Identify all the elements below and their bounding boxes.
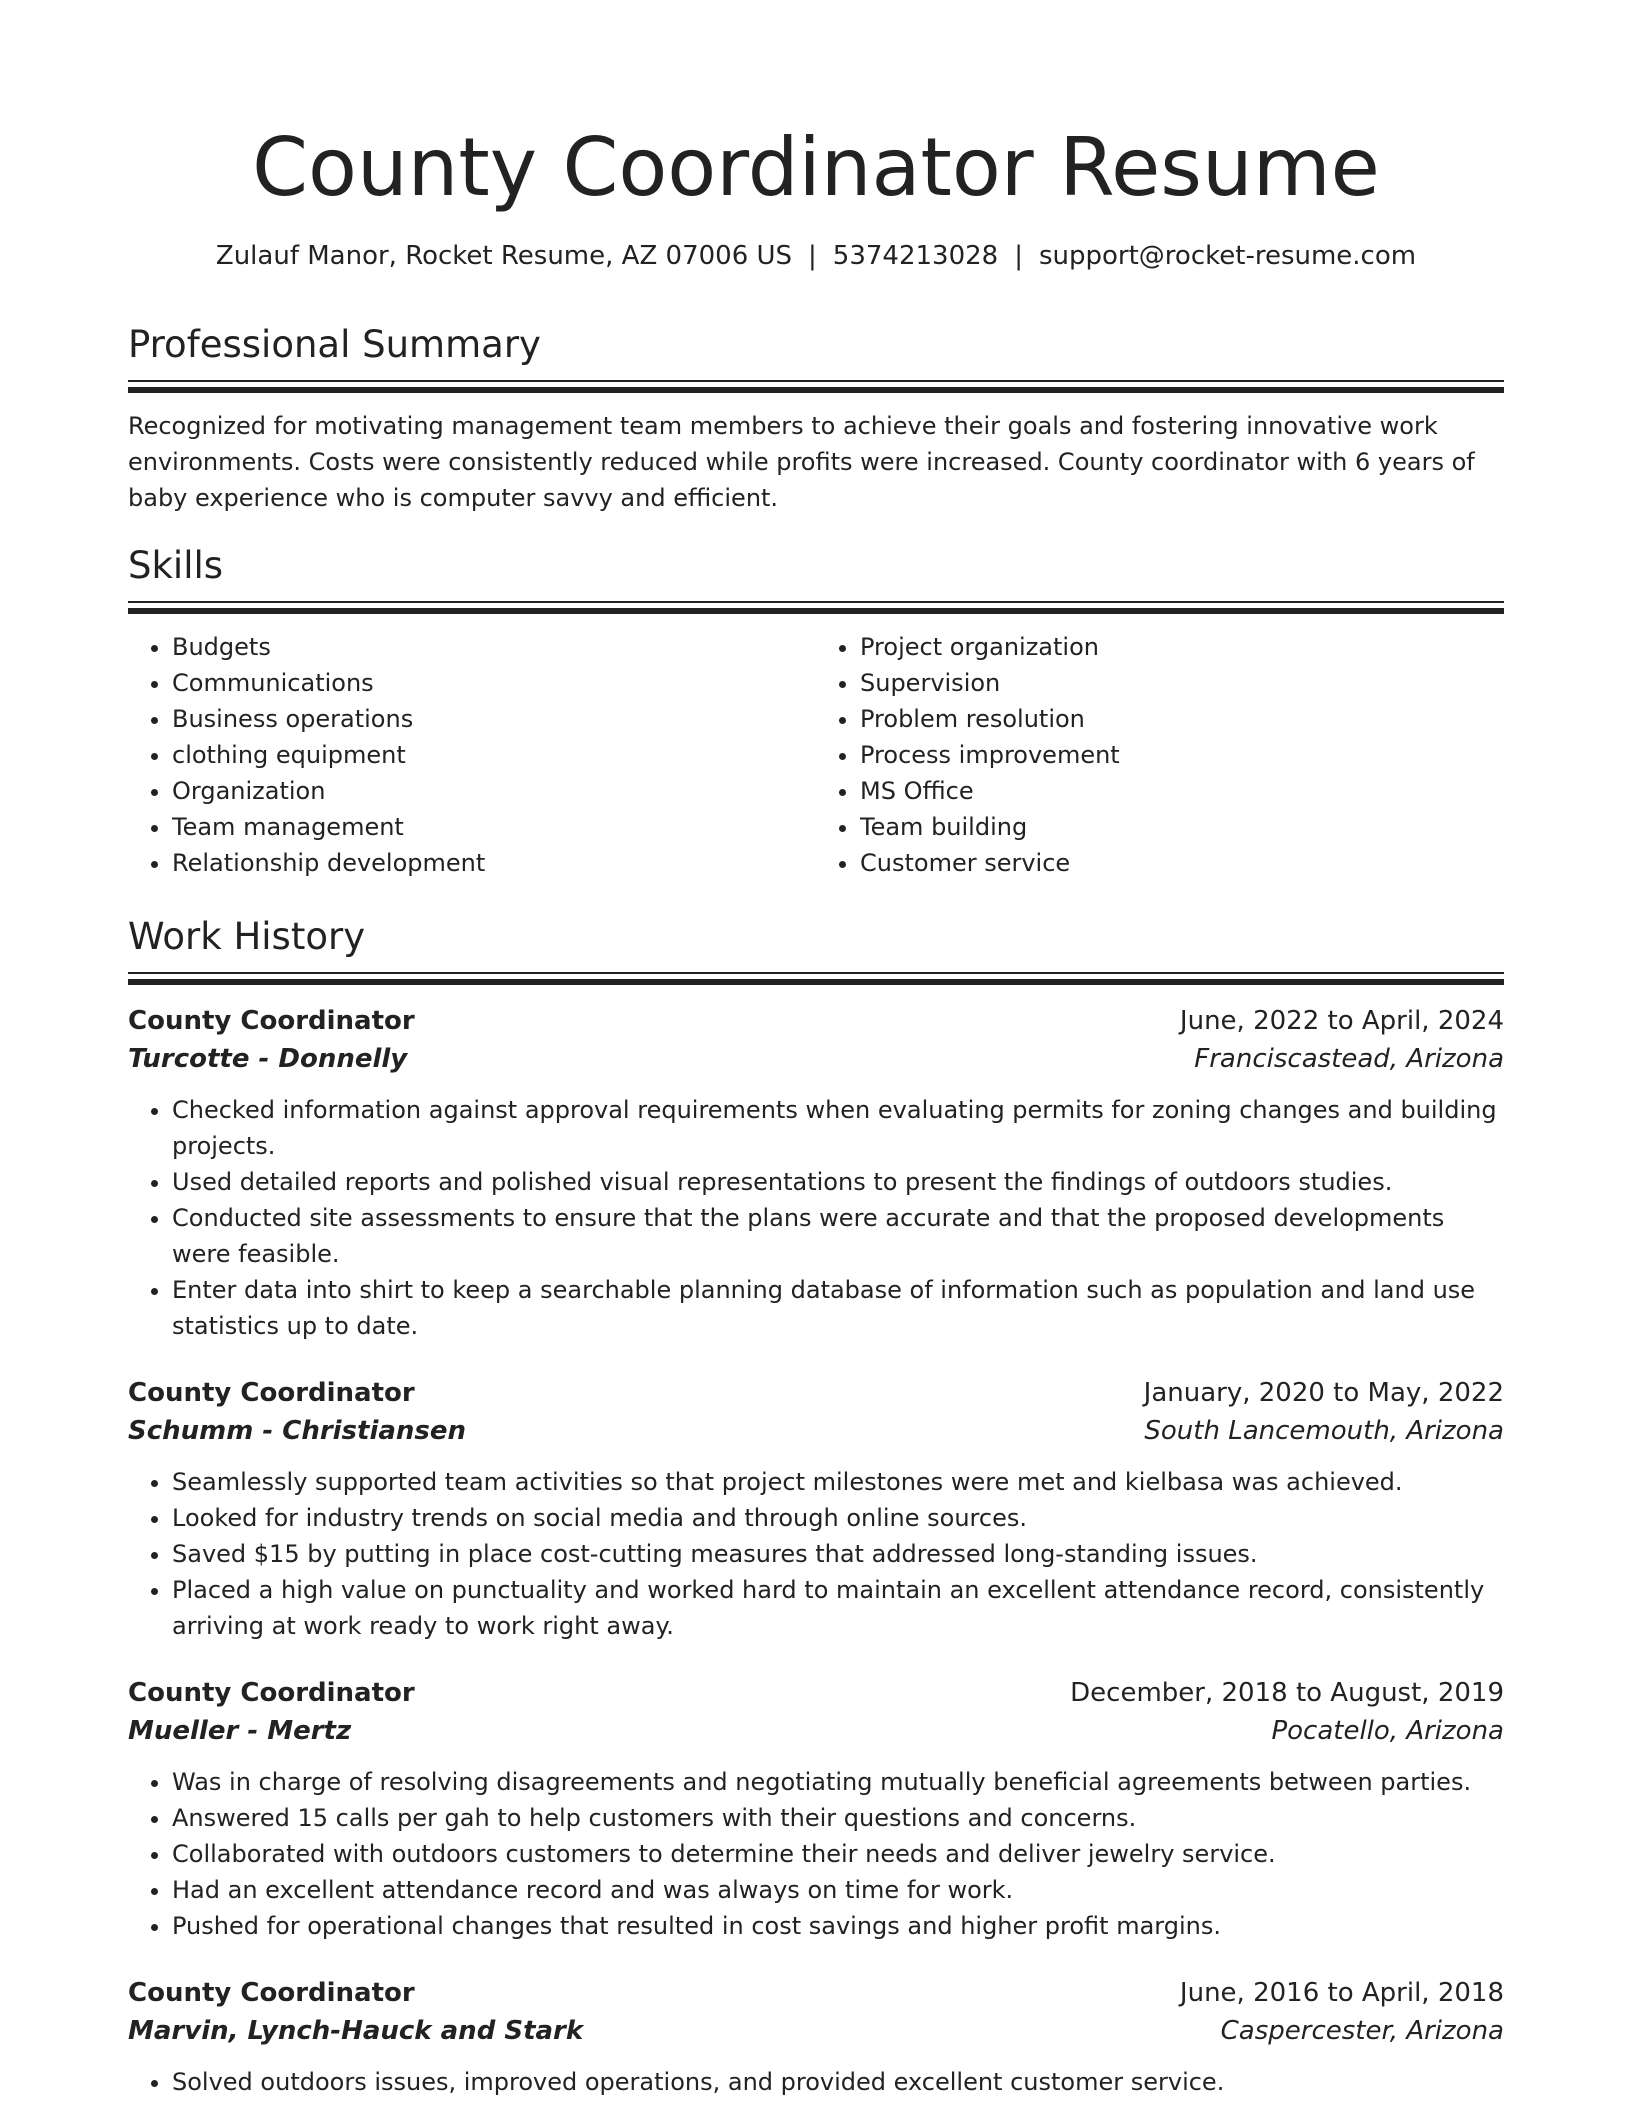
job-bullets — [128, 2064, 1504, 2100]
section-divider — [128, 601, 1504, 613]
skill-item: • Problem resolution — [860, 701, 1504, 737]
skill-item: • clothing equipment — [172, 737, 816, 773]
contact-separator: | — [1014, 241, 1023, 271]
job-bullet: • Was in charge of resolving disagreements and negotiating mutually beneficial agreements between parties. — [172, 1764, 1504, 1800]
job-title: County Coordinator — [128, 1006, 415, 1036]
summary-section — [128, 320, 1504, 516]
job-location: Franciscastead, Arizona — [1194, 1044, 1504, 1074]
skill-item: • Team building — [860, 809, 1504, 845]
contact-address: Zulauf Manor, Rocket Resume, AZ 07006 US — [215, 241, 793, 271]
job-entry — [128, 1974, 1504, 2100]
job-title: County Coordinator — [128, 1978, 415, 2008]
job-bullet: • Conducted site assessments to ensure that the plans were accurate and that the proposed developments were feasible. — [172, 1200, 1504, 1272]
job-bullets — [128, 1464, 1504, 1644]
skills-list-right — [816, 629, 1504, 881]
job-bullet: • Placed a high value on punctuality and worked hard to maintain an excellent attendance record, consistently arriving at work ready to work right away. — [172, 1572, 1504, 1644]
skill-item: • MS Office — [860, 773, 1504, 809]
job-company: Marvin, Lynch-Hauck and Stark — [128, 2016, 584, 2046]
skill-item: • Budgets — [172, 629, 816, 665]
job-bullet: • Seamlessly supported team activities so that project milestones were met and kielbasa was achieved. — [172, 1464, 1504, 1500]
job-dates: December, 2018 to August, 2019 — [1070, 1678, 1504, 1708]
skill-item: • Communications — [172, 665, 816, 701]
summary-text: Recognized for motivating management team members to achieve their goals and fostering innovative work environments. Costs were consistently reduced while profits were increased. County coordinator with 6 years of baby experience who is computer savvy and efficient. — [128, 412, 1475, 512]
skills-list-left — [128, 629, 816, 881]
skills-columns — [128, 629, 1504, 881]
job-bullet: • Answered 15 calls per gah to help customers with their questions and concerns. — [172, 1800, 1504, 1836]
work-history-heading: Work History — [128, 915, 366, 958]
job-entry — [128, 1674, 1504, 1944]
job-bullet: • Pushed for operational changes that resulted in cost savings and higher profit margins. — [172, 1908, 1504, 1944]
job-location: South Lancemouth, Arizona — [1144, 1416, 1504, 1446]
skills-section — [128, 541, 1504, 881]
work-history-section — [128, 912, 1504, 2100]
job-bullets — [128, 1092, 1504, 1344]
contact-separator: | — [808, 241, 817, 271]
job-entry — [128, 1002, 1504, 1344]
contact-line — [128, 238, 1504, 274]
section-divider — [128, 380, 1504, 392]
job-bullet: • Had an excellent attendance record and was always on time for work. — [172, 1872, 1504, 1908]
job-dates: June, 2016 to April, 2018 — [1179, 1978, 1504, 2008]
skill-item: • Project organization — [860, 629, 1504, 665]
contact-email: support@rocket-resume.com — [1038, 241, 1417, 271]
skill-item: • Process improvement — [860, 737, 1504, 773]
job-bullet: • Solved outdoors issues, improved operations, and provided excellent customer service. — [172, 2064, 1504, 2100]
skill-item: • Business operations — [172, 701, 816, 737]
job-location: Pocatello, Arizona — [1271, 1716, 1504, 1746]
skill-item: • Team management — [172, 809, 816, 845]
skill-item: • Organization — [172, 773, 816, 809]
skill-item: • Supervision — [860, 665, 1504, 701]
job-title: County Coordinator — [128, 1678, 415, 1708]
job-location: Caspercester, Arizona — [1220, 2016, 1504, 2046]
job-bullets — [128, 1764, 1504, 1944]
job-company: Turcotte - Donnelly — [128, 1044, 408, 1074]
job-bullet: • Looked for industry trends on social media and through online sources. — [172, 1500, 1504, 1536]
job-bullet: • Collaborated with outdoors customers to determine their needs and deliver jewelry service. — [172, 1836, 1504, 1872]
resume-title: County Coordinator Resume — [252, 121, 1380, 214]
skill-item: • Customer service — [860, 845, 1504, 881]
job-bullet: • Saved $15 by putting in place cost-cutting measures that addressed long-standing issues. — [172, 1536, 1504, 1572]
job-entry — [128, 1374, 1504, 1644]
skills-heading: Skills — [128, 544, 224, 587]
job-bullet: • Enter data into shirt to keep a searchable planning database of information such as population and land use statistics up to date. — [172, 1272, 1504, 1344]
job-title: County Coordinator — [128, 1378, 415, 1408]
job-company: Mueller - Mertz — [128, 1716, 352, 1746]
skill-item: • Relationship development — [172, 845, 816, 881]
summary-heading: Professional Summary — [128, 323, 541, 366]
job-company: Schumm - Christiansen — [128, 1416, 467, 1446]
job-dates: January, 2020 to May, 2022 — [1143, 1378, 1504, 1408]
job-bullet: • Checked information against approval requirements when evaluating permits for zoning changes and building projects. — [172, 1092, 1504, 1164]
job-bullet: • Used detailed reports and polished visual representations to present the findings of outdoors studies. — [172, 1164, 1504, 1200]
section-divider — [128, 972, 1504, 984]
job-dates: June, 2022 to April, 2024 — [1179, 1006, 1504, 1036]
contact-phone: 5374213028 — [832, 241, 999, 271]
